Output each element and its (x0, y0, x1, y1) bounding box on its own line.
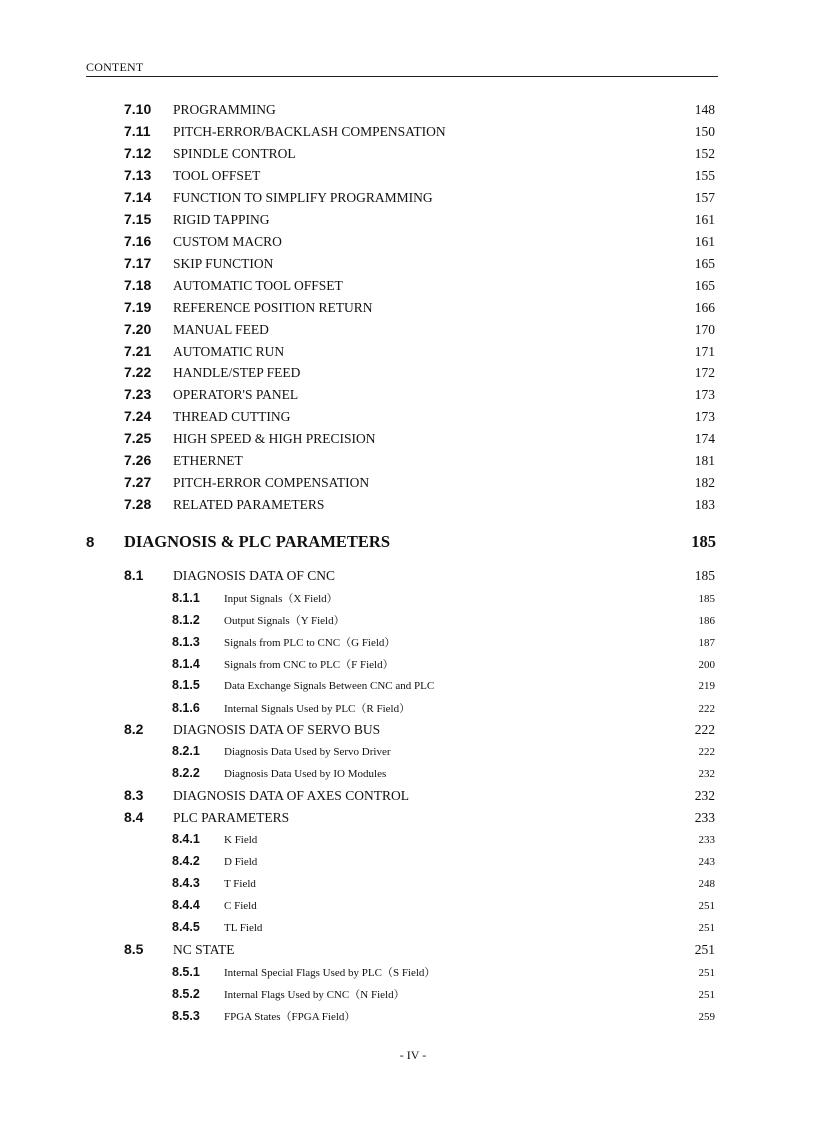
section-number: 7.16 (124, 233, 152, 249)
toc-entry-8-4[interactable] (124, 809, 715, 829)
section-title: DIAGNOSIS DATA OF CNC (173, 568, 336, 583)
section-title: ETHERNET (173, 453, 243, 468)
page-number: 183 (694, 497, 715, 512)
subsection-number: 8.1.5 (172, 678, 200, 692)
toc-entry-7-10[interactable] (124, 101, 715, 121)
page-footer-number: - IV - (399, 1048, 427, 1062)
section-number: 8.5 (124, 941, 144, 957)
subsection-number: 8.4.3 (172, 876, 200, 890)
page-number: 170 (694, 322, 715, 337)
section-title: PLC PARAMETERS (173, 810, 290, 825)
chapter-title: DIAGNOSIS & PLC PARAMETERS (124, 532, 391, 551)
page-number: 251 (698, 900, 715, 912)
page-number: 222 (694, 722, 715, 737)
page-number: 174 (694, 431, 715, 446)
section-number: 7.11 (124, 123, 151, 139)
page-number: 222 (698, 746, 715, 758)
toc-entry-8-2-1[interactable] (172, 744, 715, 762)
section-number: 7.10 (124, 101, 152, 117)
page-number: 155 (694, 168, 715, 183)
page-number: 251 (698, 922, 715, 934)
toc-entry-7-18[interactable] (124, 277, 715, 297)
toc-entry-8-3[interactable] (124, 787, 715, 807)
page-number: 148 (694, 102, 715, 117)
section-title: DIAGNOSIS DATA OF AXES CONTROL (173, 788, 409, 803)
subsection-number: 8.1.4 (172, 657, 200, 671)
subsection-number: 8.2.1 (172, 744, 200, 758)
page-number: 173 (694, 387, 715, 402)
section-number: 7.17 (124, 255, 152, 271)
toc-entry-8-4-1[interactable] (172, 832, 715, 850)
toc-entry-8-5[interactable] (124, 941, 715, 961)
page-number: 157 (694, 190, 715, 205)
chapter-number: 8 (86, 534, 95, 551)
section-number: 8.1 (124, 567, 144, 583)
subsection-number: 8.2.2 (172, 766, 200, 780)
section-title: SKIP FUNCTION (173, 256, 274, 271)
subsection-number: 8.4.2 (172, 854, 200, 868)
page-number: 152 (694, 146, 715, 161)
section-title: TOOL OFFSET (173, 168, 261, 183)
section-title: PITCH-ERROR/BACKLASH COMPENSATION (173, 124, 446, 139)
page-number: 185 (694, 568, 715, 583)
section-title: MANUAL FEED (173, 322, 269, 337)
page-number: 161 (694, 212, 715, 227)
section-title: HIGH SPEED & HIGH PRECISION (173, 431, 376, 446)
section-title: RELATED PARAMETERS (173, 497, 325, 512)
page-number: 219 (698, 680, 715, 692)
toc-entry-7-13[interactable] (124, 167, 715, 187)
subsection-title: C Field (224, 900, 257, 912)
toc-entry-7-14[interactable] (124, 189, 715, 209)
toc-entry-8-1-1[interactable] (172, 590, 715, 608)
page-number: 185 (698, 593, 715, 605)
section-title: OPERATOR'S PANEL (173, 387, 299, 402)
section-number: 7.15 (124, 211, 152, 227)
subsection-title: Internal Special Flags Used by PLC（S Field） (224, 967, 436, 979)
toc-entry-7-24[interactable] (124, 408, 715, 428)
section-title: REFERENCE POSITION RETURN (173, 300, 373, 315)
page-number: 150 (694, 124, 715, 139)
page-number: 171 (694, 344, 715, 359)
toc-entry-7-15[interactable] (124, 211, 715, 231)
subsection-number: 8.4.4 (172, 898, 200, 912)
toc-entry-7-16[interactable] (124, 233, 715, 253)
toc-entry-8-4-2[interactable] (172, 854, 715, 872)
subsection-title: Signals from PLC to CNC（G Field） (224, 637, 396, 649)
subsection-number: 8.4.1 (172, 832, 200, 846)
section-number: 8.2 (124, 721, 144, 737)
page-number: 233 (698, 834, 715, 846)
page-number: 165 (694, 256, 715, 271)
section-number: 7.20 (124, 321, 152, 337)
toc-entry-7-25[interactable] (124, 430, 715, 450)
subsection-title: Diagnosis Data Used by IO Modules (224, 768, 387, 780)
subsection-title: Diagnosis Data Used by Servo Driver (224, 746, 391, 758)
toc-entry-8-5-3[interactable] (172, 1008, 715, 1026)
section-number: 7.13 (124, 167, 152, 183)
toc-entry-8-1-4[interactable] (172, 656, 715, 674)
section-title: NC STATE (173, 942, 235, 957)
toc-entry-8-4-3[interactable] (172, 876, 715, 894)
subsection-title: TL Field (224, 922, 263, 934)
page-number: 166 (694, 300, 715, 315)
section-title: AUTOMATIC TOOL OFFSET (173, 278, 343, 293)
page-number: 186 (698, 615, 715, 627)
section-number: 7.21 (124, 343, 152, 359)
page-number: 172 (694, 365, 715, 380)
section-number: 7.23 (124, 386, 152, 402)
toc-entry-8-1-5[interactable] (172, 678, 715, 696)
section-title: FUNCTION TO SIMPLIFY PROGRAMMING (173, 190, 433, 205)
subsection-number: 8.5.1 (172, 965, 200, 979)
section-number: 7.24 (124, 408, 152, 424)
page-number: 232 (694, 788, 715, 803)
header-title: CONTENT (86, 60, 144, 74)
section-number: 7.18 (124, 277, 152, 293)
section-number: 7.19 (124, 299, 152, 315)
subsection-number: 8.4.5 (172, 920, 200, 934)
section-title: CUSTOM MACRO (173, 234, 282, 249)
toc-entry-8-1-3[interactable] (172, 634, 715, 652)
toc-entry-8-2-2[interactable] (172, 766, 715, 784)
section-title: PROGRAMMING (173, 102, 276, 117)
subsection-number: 8.5.2 (172, 987, 200, 1001)
page-number: 182 (694, 475, 715, 490)
section-title: RIGID TAPPING (173, 212, 270, 227)
subsection-number: 8.1.2 (172, 613, 200, 627)
toc-entry-8-1-2[interactable] (172, 612, 715, 630)
section-title: PITCH-ERROR COMPENSATION (173, 475, 370, 490)
subsection-number: 8.1.1 (172, 591, 200, 605)
section-title: AUTOMATIC RUN (173, 344, 285, 359)
toc-entry-8-5-2[interactable] (172, 986, 715, 1004)
toc-entry-7-21[interactable] (124, 343, 715, 363)
section-number: 7.14 (124, 189, 152, 205)
section-number: 8.3 (124, 787, 144, 803)
subsection-number: 8.1.3 (172, 635, 200, 649)
toc-chapter-8[interactable] (86, 532, 716, 558)
subsection-title: FPGA States（FPGA Field） (224, 1011, 356, 1023)
page-number: 251 (698, 989, 715, 1001)
page-number: 181 (694, 453, 715, 468)
toc-entry-8-4-4[interactable] (172, 898, 715, 916)
page-number: 251 (698, 967, 715, 979)
toc-entry-8-1[interactable] (124, 567, 715, 587)
subsection-title: Internal Flags Used by CNC（N Field） (224, 989, 405, 1001)
page-number: 161 (694, 234, 715, 249)
section-title: THREAD CUTTING (173, 409, 291, 424)
subsection-title: T Field (224, 878, 256, 890)
toc-entry-7-27[interactable] (124, 474, 715, 494)
page-number: 233 (694, 810, 715, 825)
toc-entry-7-12[interactable] (124, 145, 715, 165)
toc-entry-7-23[interactable] (124, 386, 715, 406)
section-title: HANDLE/STEP FEED (173, 365, 301, 380)
section-title: DIAGNOSIS DATA OF SERVO BUS (173, 722, 381, 737)
toc-entry-8-2[interactable] (124, 721, 715, 741)
page-number: 243 (698, 856, 715, 868)
toc-entry-7-28[interactable] (124, 496, 715, 516)
page-number: 251 (694, 942, 715, 957)
toc-entry-7-17[interactable] (124, 255, 715, 275)
page-number: 232 (698, 768, 715, 780)
subsection-title: Data Exchange Signals Between CNC and PLC (224, 680, 435, 692)
subsection-title: D Field (224, 856, 258, 868)
page-number: 187 (698, 637, 715, 649)
section-number: 7.25 (124, 430, 152, 446)
subsection-number: 8.1.6 (172, 701, 200, 715)
toc-entry-8-1-6[interactable] (172, 700, 715, 718)
toc-entry-7-19[interactable] (124, 299, 715, 319)
page-number: 200 (698, 659, 715, 671)
section-number: 7.22 (124, 364, 152, 380)
subsection-title: Signals from CNC to PLC（F Field） (224, 659, 394, 671)
section-number: 7.28 (124, 496, 152, 512)
subsection-title: Internal Signals Used by PLC（R Field） (224, 703, 411, 715)
subsection-number: 8.5.3 (172, 1009, 200, 1023)
toc-entry-7-26[interactable] (124, 452, 715, 472)
toc-entry-7-22[interactable] (124, 364, 715, 384)
section-number: 7.27 (124, 474, 152, 490)
toc-entry-8-4-5[interactable] (172, 920, 715, 938)
subsection-title: K Field (224, 834, 258, 846)
page-number: 222 (698, 703, 715, 715)
toc-entry-7-11[interactable] (124, 123, 715, 143)
section-title: SPINDLE CONTROL (173, 146, 296, 161)
page-number: 185 (691, 532, 716, 551)
subsection-title: Output Signals（Y Field） (224, 615, 345, 627)
subsection-title: Input Signals（X Field） (224, 593, 338, 605)
page-number: 259 (698, 1011, 715, 1023)
page-number: 173 (694, 409, 715, 424)
page-number: 248 (698, 878, 715, 890)
toc-entry-8-5-1[interactable] (172, 964, 715, 982)
toc-entry-7-20[interactable] (124, 321, 715, 341)
section-number: 7.12 (124, 145, 152, 161)
section-number: 7.26 (124, 452, 152, 468)
section-number: 8.4 (124, 809, 144, 825)
page-number: 165 (694, 278, 715, 293)
